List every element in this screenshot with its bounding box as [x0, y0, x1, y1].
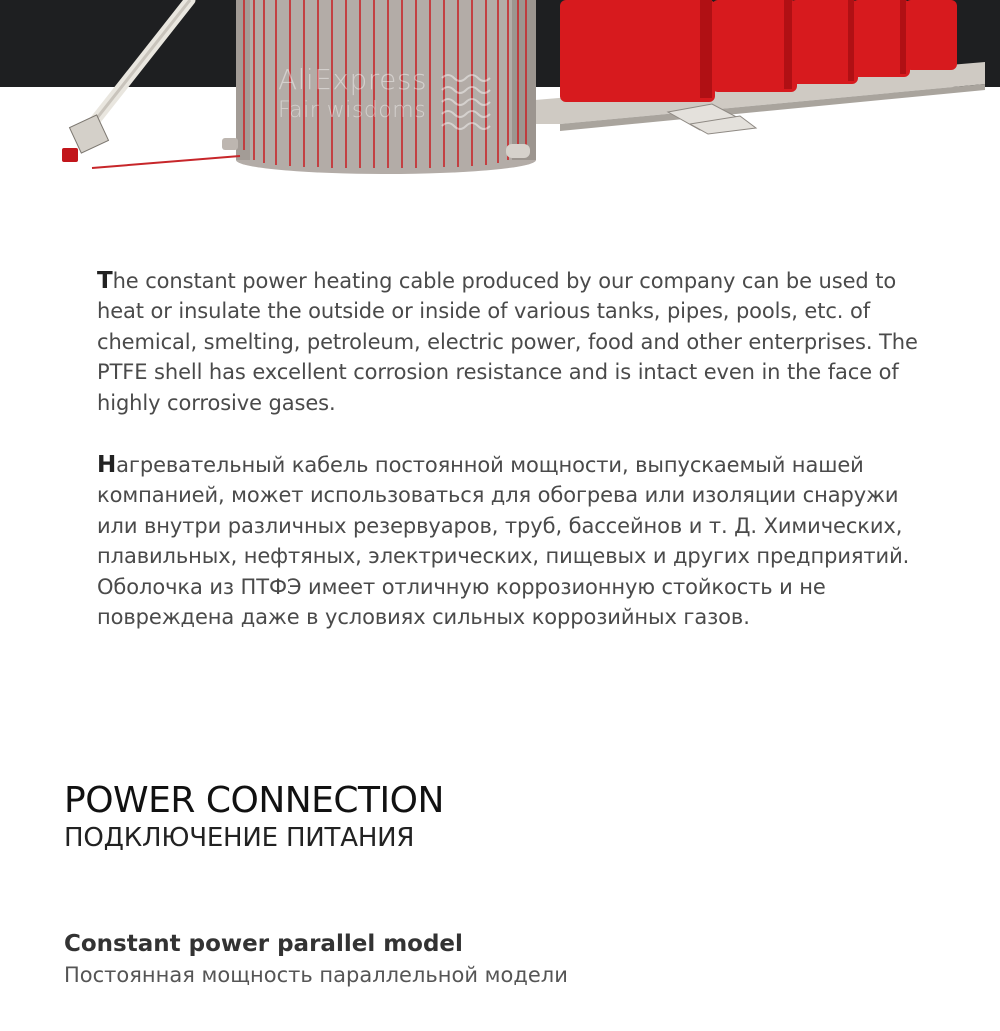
red-connector — [62, 148, 78, 162]
model-title: Constant power parallel model — [64, 931, 463, 957]
model-subtitle: Постоянная мощность параллельной модели — [64, 963, 568, 987]
description-ru — [97, 450, 937, 632]
description-ru-text: агревательный кабель постоянной мощности, выпускаемый нашей компанией, может использоваться для обогрева или изоляции снаружи или внутри различных резервуаров, труб, бассейнов и т. Д. Химических, плавильных, нефтяных, электрических, пищевых и других предприятий. Оболочка из ПТФЭ имеет отличную коррозионную стойкость и не повреждена даже в условиях сильных коррозийных газов. — [97, 453, 910, 630]
red-tank — [790, 0, 858, 84]
red-tank — [560, 0, 715, 102]
main-tank-shade-right — [512, 0, 536, 160]
description-en-text: he constant power heating cable produced by our company can be used to heat or insulate the outside or inside of various tanks, pipes, pools, etc. of chemical, smelting, petroleum, electric power, food and other enterprises. The PTFE shell has excellent corrosion resistance and is intact even in the face of highly corrosive gases. — [97, 269, 918, 415]
power-connection-subtitle: ПОДКЛЮЧЕНИЕ ПИТАНИЯ — [64, 823, 415, 853]
tank-pipe-stub — [506, 144, 530, 158]
tank-heating-illustration — [0, 0, 1000, 190]
main-tank-shade-left — [236, 0, 250, 160]
description-ru-lead-letter: Н — [97, 452, 117, 478]
power-lead — [92, 156, 240, 168]
hero-illustration — [0, 0, 1000, 190]
description-en — [97, 266, 937, 418]
tank-pipe-stub — [222, 138, 238, 150]
red-tank — [905, 0, 957, 70]
watermark-sub: Fair wisdoms — [278, 98, 427, 123]
watermark-brand: AliExpress — [278, 63, 428, 96]
junction-box — [69, 115, 108, 153]
description-en-lead-letter: T — [97, 268, 113, 294]
power-connection-title: POWER CONNECTION — [64, 780, 444, 821]
watermark — [278, 63, 428, 123]
main-tank-bottom — [236, 146, 536, 174]
watermark-waves-icon — [440, 66, 492, 136]
